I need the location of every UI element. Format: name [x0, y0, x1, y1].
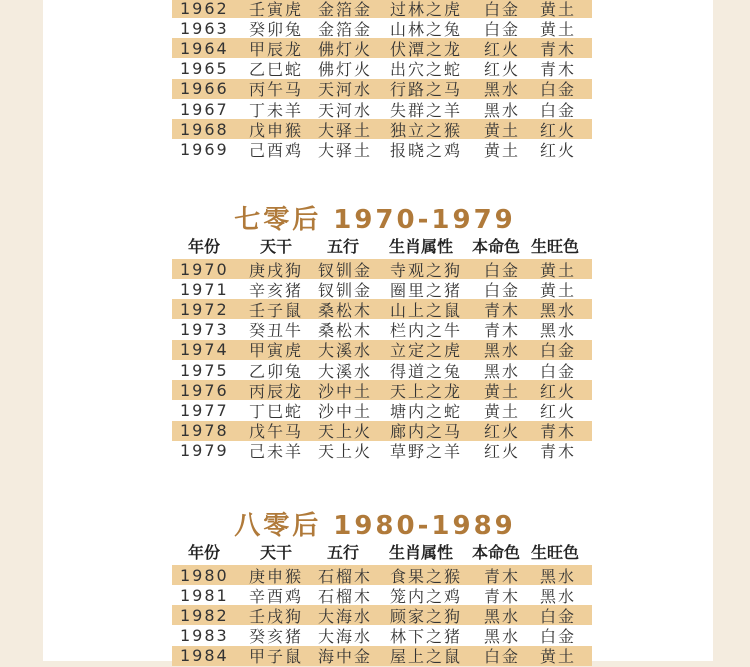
cell-zodiac: 过林之虎: [390, 0, 463, 19]
table-row: [172, 0, 592, 18]
header-year: 年份: [188, 542, 221, 562]
cell-tiangan: 甲子鼠: [249, 647, 304, 667]
cell-zodiac: 草野之羊: [390, 442, 463, 462]
cell-tiangan: 壬寅虎: [249, 0, 304, 19]
cell-year: 1967: [180, 99, 229, 119]
cell-year: 1962: [180, 0, 229, 18]
cell-lucky-color: 黄土: [540, 647, 577, 667]
cell-year: 1968: [180, 119, 229, 139]
cell-birth-color: 黑水: [484, 627, 521, 647]
cell-tiangan: 戊申猴: [249, 120, 304, 140]
cell-wuxing: 大溪水: [318, 361, 373, 381]
cell-year: 1981: [180, 585, 229, 605]
cell-year: 1975: [180, 360, 229, 380]
cell-wuxing: 沙中土: [318, 401, 373, 421]
cell-year: 1983: [180, 626, 229, 646]
cell-wuxing: 金箔金: [318, 19, 373, 39]
cell-year: 1976: [180, 380, 229, 400]
cell-lucky-color: 青木: [540, 39, 577, 59]
cell-lucky-color: 黑水: [540, 566, 577, 586]
header-wuxing: 五行: [327, 542, 360, 562]
table-row: [172, 38, 592, 58]
cell-year: 1984: [180, 646, 229, 666]
cell-tiangan: 丁巳蛇: [249, 401, 304, 421]
cell-birth-color: 黑水: [484, 361, 521, 381]
table-row: [172, 340, 592, 360]
cell-birth-color: 青木: [484, 321, 521, 341]
cell-tiangan: 甲辰龙: [249, 39, 304, 59]
cell-zodiac: 山林之兔: [390, 19, 463, 39]
header-zodiac: 生肖属性: [389, 236, 454, 256]
cell-zodiac: 林下之猪: [390, 627, 463, 647]
table-row: [172, 259, 592, 279]
table-row: [172, 421, 592, 441]
cell-lucky-color: 青木: [540, 422, 577, 442]
header-lucky-color: 生旺色: [531, 542, 580, 562]
cell-year: 1972: [180, 299, 229, 319]
table-row: [172, 360, 592, 380]
cell-tiangan: 丙午马: [249, 80, 304, 100]
cell-tiangan: 丁未羊: [249, 100, 304, 120]
cell-wuxing: 金箔金: [318, 0, 373, 19]
header-year: 年份: [188, 236, 221, 256]
cell-year: 1970: [180, 259, 229, 279]
cell-year: 1974: [180, 340, 229, 360]
cell-wuxing: 天河水: [318, 80, 373, 100]
cell-tiangan: 辛酉鸡: [249, 586, 304, 606]
cell-birth-color: 红火: [484, 422, 521, 442]
cell-wuxing: 钗钏金: [318, 280, 373, 300]
cell-birth-color: 黑水: [484, 100, 521, 120]
cell-lucky-color: 红火: [540, 401, 577, 421]
cell-wuxing: 钗钏金: [318, 260, 373, 280]
cell-tiangan: 己酉鸡: [249, 140, 304, 160]
cell-birth-color: 红火: [484, 442, 521, 462]
header-tiangan: 天干: [260, 542, 293, 562]
table-row: [172, 99, 592, 119]
cell-wuxing: 沙中土: [318, 381, 373, 401]
cell-zodiac: 廊内之马: [390, 422, 463, 442]
cell-birth-color: 白金: [484, 19, 521, 39]
cell-wuxing: 天河水: [318, 100, 373, 120]
cell-year: 1978: [180, 421, 229, 441]
cell-tiangan: 己未羊: [249, 442, 304, 462]
cell-birth-color: 白金: [484, 280, 521, 300]
cell-wuxing: 天上火: [318, 422, 373, 442]
section-title-1980s: 八零后 1980-1989: [234, 511, 516, 541]
cell-tiangan: 辛亥猪: [249, 280, 304, 300]
cell-zodiac: 顾家之狗: [390, 606, 463, 626]
section-title-1970s: 七零后 1970-1979: [234, 205, 516, 235]
cell-lucky-color: 红火: [540, 120, 577, 140]
cell-zodiac: 食果之猴: [390, 566, 463, 586]
header-birth-color: 本命色: [472, 236, 521, 256]
cell-tiangan: 癸亥猪: [249, 627, 304, 647]
cell-lucky-color: 黄土: [540, 19, 577, 39]
header-wuxing: 五行: [327, 236, 360, 256]
cell-tiangan: 庚申猴: [249, 566, 304, 586]
table-row: [172, 119, 592, 139]
cell-lucky-color: 黄土: [540, 260, 577, 280]
cell-birth-color: 黑水: [484, 80, 521, 100]
cell-wuxing: 大驿土: [318, 140, 373, 160]
cell-lucky-color: 青木: [540, 442, 577, 462]
table-row: [172, 79, 592, 99]
cell-wuxing: 石榴木: [318, 566, 373, 586]
cell-tiangan: 甲寅虎: [249, 341, 304, 361]
cell-year: 1969: [180, 139, 229, 159]
cell-zodiac: 得道之兔: [390, 361, 463, 381]
cell-tiangan: 戊午马: [249, 422, 304, 442]
table-row: [172, 585, 592, 605]
cell-wuxing: 佛灯火: [318, 39, 373, 59]
cell-zodiac: 天上之龙: [390, 381, 463, 401]
cell-wuxing: 天上火: [318, 442, 373, 462]
cell-lucky-color: 红火: [540, 381, 577, 401]
cell-zodiac: 塘内之蛇: [390, 401, 463, 421]
cell-wuxing: 大溪水: [318, 341, 373, 361]
cell-wuxing: 桑松木: [318, 300, 373, 320]
cell-lucky-color: 黑水: [540, 586, 577, 606]
cell-year: 1977: [180, 400, 229, 420]
cell-birth-color: 黑水: [484, 606, 521, 626]
cell-tiangan: 壬子鼠: [249, 300, 304, 320]
cell-year: 1965: [180, 59, 229, 79]
cell-year: 1971: [180, 279, 229, 299]
cell-birth-color: 青木: [484, 586, 521, 606]
cell-tiangan: 癸卯兔: [249, 19, 304, 39]
cell-year: 1963: [180, 18, 229, 38]
cell-zodiac: 屋上之鼠: [390, 647, 463, 667]
cell-birth-color: 黑水: [484, 341, 521, 361]
cell-lucky-color: 白金: [540, 80, 577, 100]
cell-tiangan: 丙辰龙: [249, 381, 304, 401]
cell-tiangan: 壬戌狗: [249, 606, 304, 626]
table-header-1980s: [172, 541, 592, 561]
cell-birth-color: 白金: [484, 0, 521, 19]
cell-year: 1979: [180, 441, 229, 461]
cell-wuxing: 桑松木: [318, 321, 373, 341]
cell-zodiac: 笼内之鸡: [390, 586, 463, 606]
cell-birth-color: 黄土: [484, 381, 521, 401]
cell-birth-color: 青木: [484, 300, 521, 320]
table-row: [172, 626, 592, 646]
cell-birth-color: 黄土: [484, 401, 521, 421]
cell-zodiac: 寺观之狗: [390, 260, 463, 280]
cell-zodiac: 伏潭之龙: [390, 39, 463, 59]
cell-wuxing: 佛灯火: [318, 60, 373, 80]
cell-lucky-color: 白金: [540, 606, 577, 626]
table-row: [172, 605, 592, 625]
cell-zodiac: 报晓之鸡: [390, 140, 463, 160]
table-header-1970s: [172, 235, 592, 255]
cell-lucky-color: 黄土: [540, 0, 577, 19]
cell-tiangan: 乙巳蛇: [249, 60, 304, 80]
table-row: [172, 59, 592, 79]
header-zodiac: 生肖属性: [389, 542, 454, 562]
table-row: [172, 320, 592, 340]
cell-tiangan: 庚戌狗: [249, 260, 304, 280]
cell-birth-color: 黄土: [484, 120, 521, 140]
header-lucky-color: 生旺色: [531, 236, 580, 256]
table-row: [172, 565, 592, 585]
cell-lucky-color: 红火: [540, 140, 577, 160]
table-row: [172, 279, 592, 299]
table-row: [172, 646, 592, 666]
cell-lucky-color: 白金: [540, 100, 577, 120]
cell-year: 1964: [180, 38, 229, 58]
cell-wuxing: 大海水: [318, 627, 373, 647]
table-row: [172, 139, 592, 159]
cell-zodiac: 山上之鼠: [390, 300, 463, 320]
cell-year: 1973: [180, 320, 229, 340]
cell-birth-color: 红火: [484, 60, 521, 80]
cell-zodiac: 失群之羊: [390, 100, 463, 120]
cell-zodiac: 立定之虎: [390, 341, 463, 361]
cell-year: 1966: [180, 79, 229, 99]
table-row: [172, 400, 592, 420]
table-row: [172, 441, 592, 461]
cell-birth-color: 红火: [484, 39, 521, 59]
cell-year: 1982: [180, 605, 229, 625]
header-tiangan: 天干: [260, 236, 293, 256]
cell-tiangan: 乙卯兔: [249, 361, 304, 381]
cell-lucky-color: 青木: [540, 60, 577, 80]
table-row: [172, 299, 592, 319]
cell-zodiac: 行路之马: [390, 80, 463, 100]
cell-lucky-color: 白金: [540, 341, 577, 361]
table-row: [172, 380, 592, 400]
cell-wuxing: 大驿土: [318, 120, 373, 140]
header-birth-color: 本命色: [472, 542, 521, 562]
cell-birth-color: 白金: [484, 647, 521, 667]
cell-lucky-color: 黑水: [540, 300, 577, 320]
cell-wuxing: 海中金: [318, 647, 373, 667]
table-row: [172, 18, 592, 38]
cell-birth-color: 白金: [484, 260, 521, 280]
cell-wuxing: 石榴木: [318, 586, 373, 606]
cell-lucky-color: 白金: [540, 627, 577, 647]
cell-zodiac: 出穴之蛇: [390, 60, 463, 80]
cell-zodiac: 圈里之猪: [390, 280, 463, 300]
cell-birth-color: 青木: [484, 566, 521, 586]
cell-year: 1980: [180, 565, 229, 585]
cell-lucky-color: 黑水: [540, 321, 577, 341]
cell-wuxing: 大海水: [318, 606, 373, 626]
cell-lucky-color: 白金: [540, 361, 577, 381]
cell-zodiac: 栏内之牛: [390, 321, 463, 341]
cell-tiangan: 癸丑牛: [249, 321, 304, 341]
cell-birth-color: 黄土: [484, 140, 521, 160]
cell-lucky-color: 黄土: [540, 280, 577, 300]
cell-zodiac: 独立之猴: [390, 120, 463, 140]
